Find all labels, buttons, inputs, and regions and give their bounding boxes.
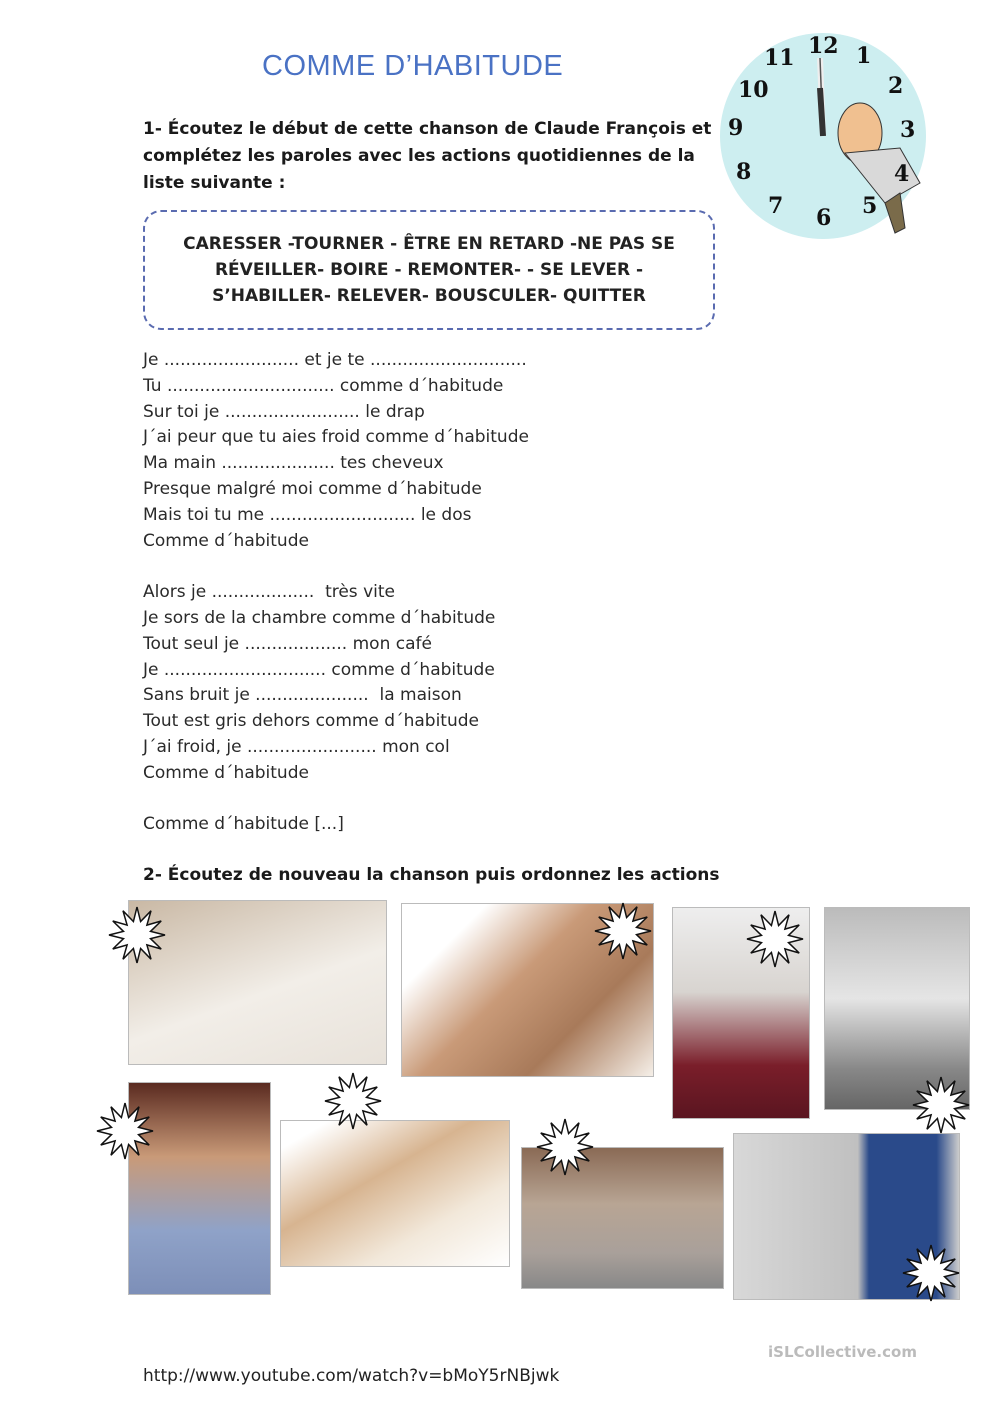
youtube-link[interactable]: http://www.youtube.com/watch?v=bMoY5rNBjwk [143, 1366, 560, 1386]
lyric-line: Comme d´habitude [...] [143, 814, 344, 835]
clock-number: 8 [736, 159, 752, 185]
starburst-icon [912, 1076, 970, 1134]
starburst-icon [902, 1244, 960, 1302]
exercise-1-instructions [143, 116, 711, 197]
lyric-line: Mais toi tu me ........................... le dos [143, 504, 472, 525]
starburst-icon [536, 1118, 594, 1176]
lyric-line: Tu ............................... comme d´habitude [143, 375, 504, 396]
clock-number: 4 [894, 161, 910, 187]
lyric-line: Ma main ..................... tes cheveux [143, 453, 444, 474]
photo-alarm-clock-waking [128, 900, 387, 1065]
lyric-line: Tout seul je ................... mon café [143, 633, 432, 654]
starburst-icon [324, 1072, 382, 1130]
clock-number: 6 [816, 205, 832, 231]
clock-number: 11 [764, 45, 795, 71]
lyric-line: Presque malgré moi comme d´habitude [143, 478, 482, 499]
song-lyrics [143, 348, 529, 838]
starburst-icon [96, 1102, 154, 1160]
lyric-line: Sans bruit je ..................... la maison [143, 685, 462, 706]
lyric-line: J´ai peur que tu aies froid comme d´habitude [143, 427, 529, 448]
clock-number: 3 [900, 117, 916, 143]
clock-number: 10 [738, 77, 769, 103]
instruction-line: 1- Écoutez le début de cette chanson de Claude François et [143, 119, 712, 139]
lyric-line [143, 787, 529, 813]
clock-number: 1 [856, 43, 872, 69]
lyric-line: Comme d´habitude [143, 762, 309, 783]
word-list-line: S’HABILLER- RELEVER- BOUSCULER- QUITTER [212, 286, 646, 306]
word-list-line: RÉVEILLER- BOIRE - REMONTER- - SE LEVER - [214, 260, 644, 280]
lyric-line: Alors je ................... très vite [143, 582, 395, 603]
lyric-line [143, 554, 529, 580]
word-list-box [143, 210, 715, 330]
clock-number: 12 [808, 33, 839, 59]
lyric-line: Je sors de la chambre comme d´habitude [143, 607, 496, 628]
word-list-line: CARESSER -TOURNER - ÊTRE EN RETARD -NE PAS SE [183, 234, 675, 254]
exercise-2-instructions: 2- Écoutez de nouveau la chanson puis ordonnez les actions [143, 865, 720, 885]
lyric-line: Je ......................... et je te ............................. [143, 350, 527, 370]
photo-couple-arguing [280, 1120, 510, 1267]
instruction-line: complétez les paroles avec les actions quotidiennes de la [143, 146, 695, 166]
page-title: COMME D’HABITUDE [262, 50, 564, 82]
watermark: iSLCollective.com [768, 1343, 917, 1361]
lyric-line: J´ai froid, je ........................ mon col [143, 736, 450, 757]
lyric-line: Sur toi je ......................... le drap [143, 401, 425, 422]
lyric-line: Comme d´habitude [143, 530, 309, 551]
starburst-icon [594, 902, 652, 960]
instruction-line: liste suivante : [143, 173, 286, 193]
clock-number: 9 [728, 115, 744, 141]
clock-number: 7 [768, 193, 784, 219]
starburst-icon [108, 906, 166, 964]
clock-number: 2 [888, 73, 904, 99]
clock-number: 5 [862, 193, 878, 219]
starburst-icon [746, 910, 804, 968]
lyric-line: Je .............................. comme d´habitude [143, 659, 495, 680]
lyric-line: Tout est gris dehors comme d´habitude [143, 711, 479, 732]
clock-illustration [720, 33, 926, 239]
